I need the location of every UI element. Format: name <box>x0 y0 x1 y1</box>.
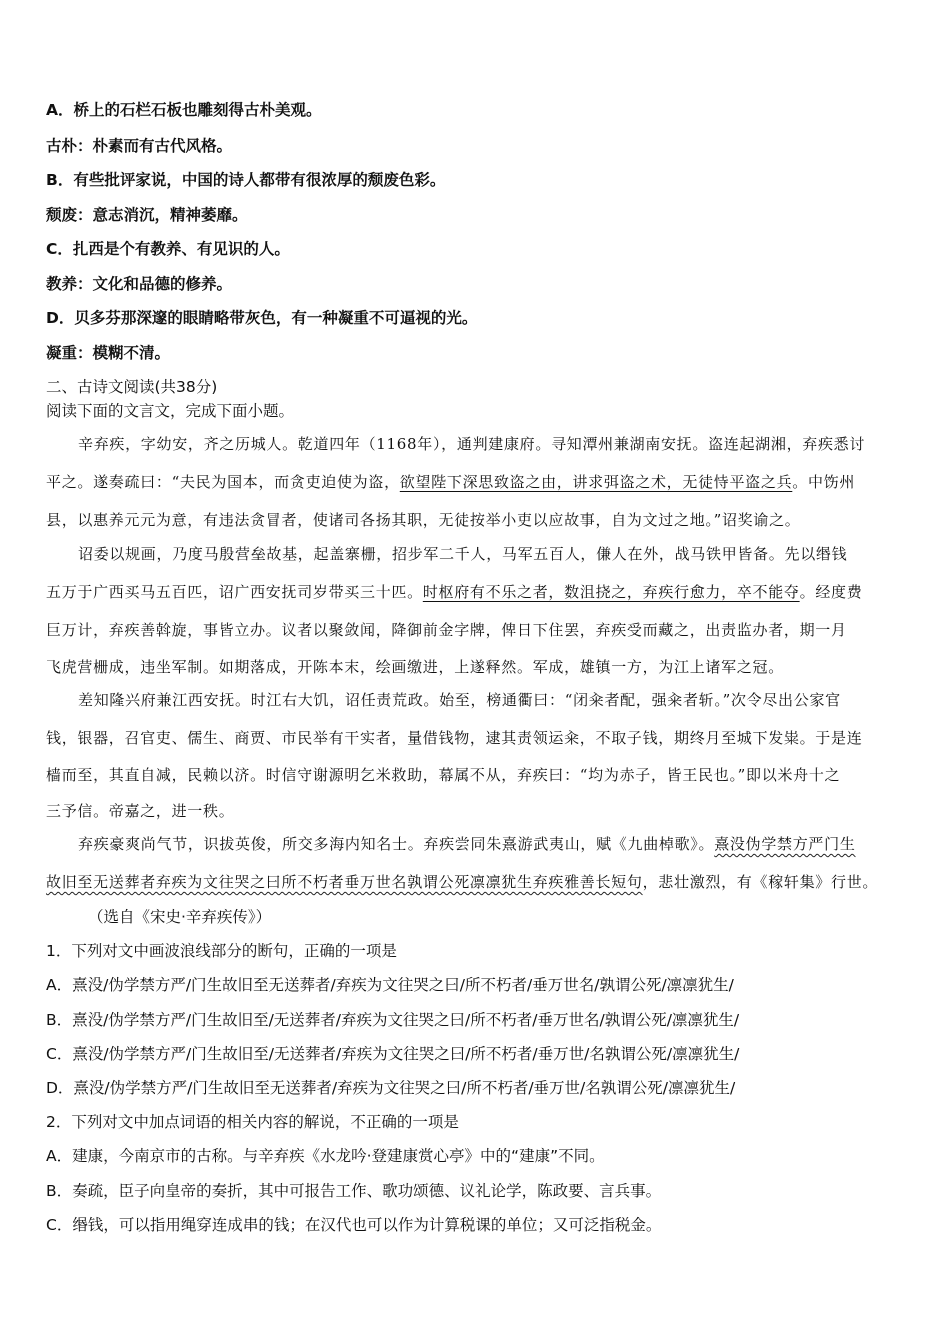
wavy-underlined-segment-1: 熹没伪学禁方严门生 <box>714 835 856 853</box>
section-title: 二、古诗文阅读(共38分) <box>46 378 218 396</box>
vocab-b-sentence: B．有些批评家说，中国的诗人都带有很浓厚的颓废色彩。 <box>46 171 446 189</box>
passage-p1-line2-b: 。中饬州 <box>792 473 856 491</box>
section-instruction: 阅读下面的文言文，完成下面小题。 <box>46 402 295 420</box>
question-2-option-b: B．奏疏，臣子向皇帝的奏折，其中可报告工作、歌功颂德、议礼论学，陈政要、言兵事。 <box>46 1182 662 1200</box>
passage-p2-line2 <box>46 582 862 602</box>
question-2-option-a: A．建康，今南京市的古称。与辛弃疾《水龙吟·登建康赏心亭》中的“建康”不同。 <box>46 1147 605 1165</box>
passage-p1-line1: 辛弃疾，字幼安，齐之历城人。乾道四年（1168年），通判建康府。寻知潭州兼湖南安抚。盗连起湖湘，弃疾悉讨 <box>78 435 866 453</box>
underlined-sentence-2: 时枢府有不乐之者，数沮挠之，弃疾行愈力，卒不能夺 <box>422 583 800 601</box>
question-1-option-d: D．熹没/伪学禁方严/门生故旧至无送葬者/弃疾为文往哭之曰/所不朽者/垂万世/名孰谓公死/凛凛犹生/ <box>46 1079 736 1097</box>
question-1-option-b: B．熹没/伪学禁方严/门生故旧至/无送葬者/弃疾为文往哭之曰/所不朽者/垂万世名/孰谓公死/凛凛犹生/ <box>46 1011 740 1029</box>
question-2-option-c: C．缗钱，可以指用绳穿连成串的钱；在汉代也可以作为计算税课的单位；又可泛指税金。 <box>46 1216 662 1234</box>
question-2-stem: 2．下列对文中加点词语的相关内容的解说，不正确的一项是 <box>46 1113 459 1131</box>
passage-p3-line2: 钱，银器，召官吏、儒生、商贾、市民举有干实者，量借钱物，逮其责领运籴，不取子钱，期终月至城下发粜。于是连 <box>46 729 863 747</box>
passage-p4-line1 <box>78 834 856 854</box>
passage-p3-line4: 三予信。帝嘉之，进一秩。 <box>46 802 235 820</box>
question-1-option-a: A．熹没/伪学禁方严/门生故旧至无送葬者/弃疾为文往哭之曰/所不朽者/垂万世名/孰谓公死/凛凛犹生/ <box>46 976 734 994</box>
passage-p2-line2-b: 。经度费 <box>799 583 863 601</box>
underlined-sentence-1: 欲望陛下深思致盗之由，讲求弭盗之术，无徒恃平盗之兵 <box>399 473 793 491</box>
passage-p2-line3: 巨万计，弃疾善斡旋，事皆立办。议者以聚敛闻，降御前金字牌，俾日下住罢，弃疾受而藏之，出责监办者，期一月 <box>46 621 847 639</box>
passage-p2-line4: 飞虎营栅成，违坐军制。如期落成，开陈本末，绘画缴进，上遂释然。军成，雄镇一方，为江上诸军之冠。 <box>46 658 784 676</box>
passage-source: （选自《宋史·辛弃疾传》） <box>88 908 272 926</box>
passage-p4-line1-a: 弃疾豪爽尚气节，识拔英俊，所交多海内知名士。弃疾尝同朱熹游武夷山，赋《九曲棹歌》。 <box>78 835 715 853</box>
vocab-a-sentence: A．桥上的石栏石板也雕刻得古朴美观。 <box>46 101 322 119</box>
vocab-b-definition: 颓废：意志消沉，精神萎靡。 <box>46 206 248 224</box>
vocab-d-definition: 凝重：模糊不清。 <box>46 344 171 362</box>
passage-p2-line2-a: 五万于广西买马五百匹，诏广西安抚司岁带买三十匹。 <box>46 583 423 601</box>
vocab-c-definition: 教养：文化和品德的修养。 <box>46 275 233 293</box>
vocab-c-sentence: C．扎西是个有教养、有见识的人。 <box>46 240 290 258</box>
passage-p1-line2 <box>46 472 855 492</box>
passage-p2-line1: 诏委以规画，乃度马殷营垒故基，起盖寨栅，招步军二千人，马军五百人，傔人在外，战马铁甲皆备。先以缗钱 <box>78 545 848 563</box>
passage-p1-line3: 县，以惠养元元为意，有违法贪冒者，使诸司各扬其职，无徒按举小吏以应故事，自为文过之地。”诏奖谕之。 <box>46 511 801 529</box>
wavy-underlined-segment-2: 故旧至无送葬者弃疾为文往哭之曰所不朽者垂万世名孰谓公死凛凛犹生弃疾雅善长短句 <box>46 873 643 891</box>
question-1-stem: 1．下列对文中画波浪线部分的断句，正确的一项是 <box>46 942 397 960</box>
question-1-option-c: C．熹没/伪学禁方严/门生故旧至/无送葬者/弃疾为文往哭之曰/所不朽者/垂万世/名孰谓公死/凛凛犹生/ <box>46 1045 740 1063</box>
vocab-a-definition: 古朴：朴素而有古代风格。 <box>46 137 233 155</box>
passage-p4-line2 <box>46 872 878 892</box>
passage-p1-line2-a: 平之。遂奏疏曰：“夫民为国本，而贪吏迫使为盗， <box>46 473 400 491</box>
passage-p3-line3: 樯而至，其直自减，民赖以济。时信守谢源明乞米救助，幕属不从，弃疾曰：“均为赤子，皆王民也。”即以米舟十之 <box>46 766 841 784</box>
vocab-d-sentence: D．贝多芬那深邃的眼睛略带灰色，有一种凝重不可逼视的光。 <box>46 309 478 327</box>
passage-p4-line2-b: ，悲壮激烈，有《稼轩集》行世。 <box>642 873 879 891</box>
passage-p3-line1: 差知隆兴府兼江西安抚。时江右大饥，诏任责荒政。始至，榜通衢曰：“闭籴者配，强籴者斩。”次令尽出公家官 <box>78 691 841 709</box>
